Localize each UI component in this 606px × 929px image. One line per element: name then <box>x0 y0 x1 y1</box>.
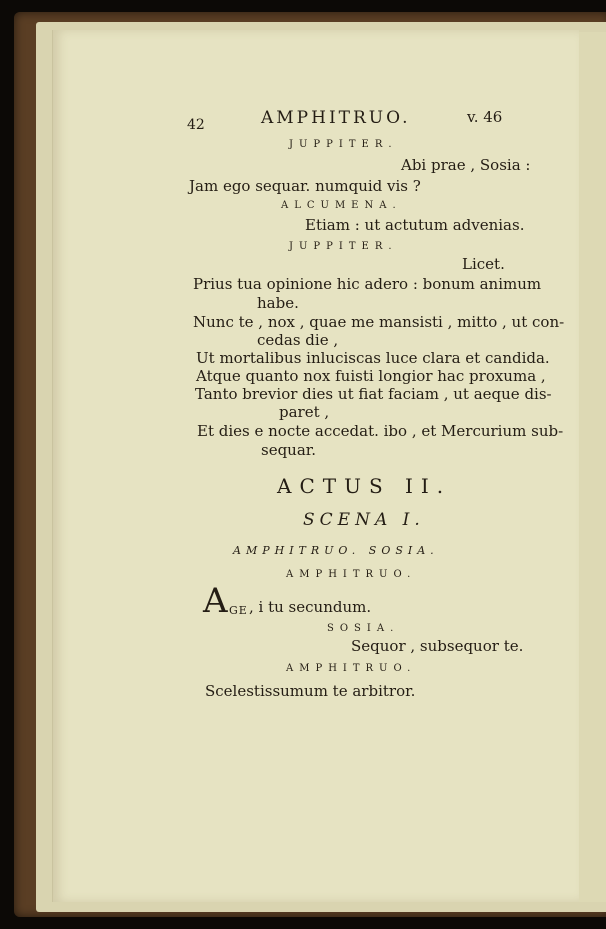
verse-line-smallcaps: GE <box>229 604 248 617</box>
verse-line: , i tu secundum. <box>249 598 372 616</box>
verse-line: Sequor , subsequor te. <box>351 637 524 655</box>
speaker-juppiter: JUPPITER. <box>289 241 398 252</box>
drop-capital: A <box>203 581 228 621</box>
verse-line: Scelestissumum te arbitror. <box>205 682 416 700</box>
verse-line: Ut mortalibus inluciscas luce clara et candida. <box>196 349 550 367</box>
verse-line: sequar. <box>261 441 317 459</box>
verse-line: Prius tua opinione hic adero : bonum animum <box>193 275 542 293</box>
verse-line: paret , <box>279 403 330 421</box>
verse-line: Nunc te , nox , quae me mansisti , mitto , ut con- <box>193 313 565 331</box>
page-number: 42 <box>187 117 205 133</box>
speaker-juppiter: JUPPITER. <box>289 139 398 150</box>
verse-line: Et dies e nocte accedat. ibo , et Mercurium sub- <box>197 422 564 440</box>
speaker-sosia: SOSIA. <box>327 623 400 634</box>
speaker-amphitruo: AMPHITRUO. <box>286 569 417 580</box>
verse-line: habe. <box>257 294 299 312</box>
speaker-alcumena: ALCUMENA. <box>281 200 402 211</box>
speaker-amphitruo: AMPHITRUO. <box>286 663 417 674</box>
scene-characters: AMPHITRUO. SOSIA. <box>233 544 439 557</box>
verse-line: Tanto brevior dies ut fiat faciam , ut aeque dis- <box>195 385 552 403</box>
verse-line: cedas die , <box>257 331 339 349</box>
verse-line: Etiam : ut actutum advenias. <box>305 216 525 234</box>
facing-page-edge <box>578 32 606 902</box>
verse-line: Licet. <box>462 255 505 273</box>
act-title: ACTUS II. <box>277 474 452 498</box>
verse-reference: v. 46 <box>467 108 503 126</box>
verse-line: Atque quanto nox fuisti longior hac proxuma , <box>196 367 546 385</box>
verse-line: Jam ego sequar. numquid vis ? <box>189 177 421 195</box>
verse-line: Abi prae , Sosia : <box>401 156 531 174</box>
running-title: AMPHITRUO. <box>261 108 411 128</box>
scene-title: SCENA I. <box>303 510 425 530</box>
book-page <box>52 30 579 902</box>
